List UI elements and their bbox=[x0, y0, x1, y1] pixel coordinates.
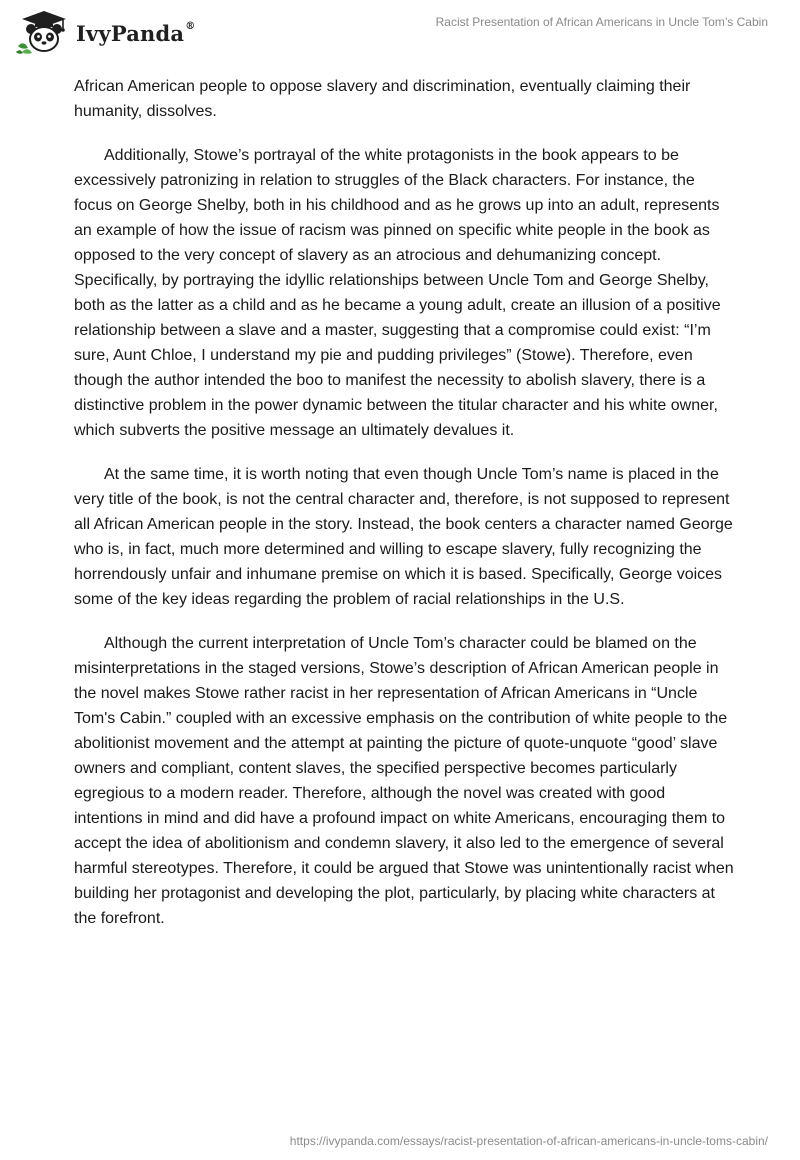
paragraph-1: African American people to oppose slavery and discrimination, eventually claiming their humanity, dissolves. bbox=[74, 78, 691, 120]
paragraph-3: At the same time, it is worth noting that even though Uncle Tom’s name is placed in the very title of the book, is not the central character and, therefore, is not supposed to represent all African American people in the story. Instead, the book centers a character named George who is, in fact, much more determined and willing to escape slavery, fully recognizing the horrendously unfair and inhumane premise on which it is based. Specifically, George voices some of the key ideas regarding the problem of racial relationships in the U.S. bbox=[74, 466, 733, 608]
paragraph-2: Additionally, Stowe’s portrayal of the white protagonists in the book appears to be excessively patronizing in relation to struggles of the Black characters. For instance, the focus on George Shelby, both in his childhood and as he grows up into an adult, represents an example of how the issue of racism was pinned on specific white people in the book as opposed to the very concept of slavery as an atrocious and dehumanizing concept. Specifically, by portraying the idyllic relationships between Uncle Tom and George Shelby, both as the latter as a child and as he became a young adult, create an illusion of a positive relationship between a slave and a master, suggesting that a compromise could exist: “I’m sure, Aunt Chloe, I understand my pie and pudding privileges” (Stowe). Therefore, even though the author intended the boo to manifest the necessity to abolish slavery, there is a distinctive problem in the power dynamic between the titular character and his white owner, which subverts the positive message an ultimately devalues it. bbox=[74, 147, 721, 439]
paragraph-4: Although the current interpretation of Uncle Tom’s character could be blamed on the misinterpretations in the staged versions, Stowe’s description of African American people in the novel makes Stowe rather racist in her representation of African Americans in “Uncle Tom's Cabin.” coupled with an excessive emphasis on the contribution of white people to the abolitionist movement and the attempt at painting the picture of quote-unquote “good’ slave owners and compliant, content slaves, the specified perspective becomes particularly egregious to a modern reader. Therefore, although the novel was created with good intentions in mind and did have a profound impact on white Americans, encouraging them to accept the idea of abolitionism and condemn slavery, it also led to the emergence of several harmful stereotypes. Therefore, it could be argued that Stowe was unintentionally racist when building her protagonist and developing the plot, particularly, by placing white characters at the forefront. bbox=[74, 635, 734, 927]
page-header bbox=[0, 0, 800, 64]
registered-mark: ® bbox=[185, 20, 196, 32]
logo-name: IvyPanda bbox=[76, 20, 185, 46]
essay-body bbox=[74, 74, 734, 950]
logo-wordmark bbox=[76, 21, 195, 46]
panda-logo-icon bbox=[14, 8, 72, 56]
source-url[interactable]: https://ivypanda.com/essays/racist-presentation-of-african-americans-in-uncle-toms-cabin/ bbox=[289, 1134, 768, 1148]
document-title: Racist Presentation of African Americans in Uncle Tom’s Cabin bbox=[435, 15, 768, 29]
ivypanda-logo[interactable] bbox=[14, 8, 195, 56]
